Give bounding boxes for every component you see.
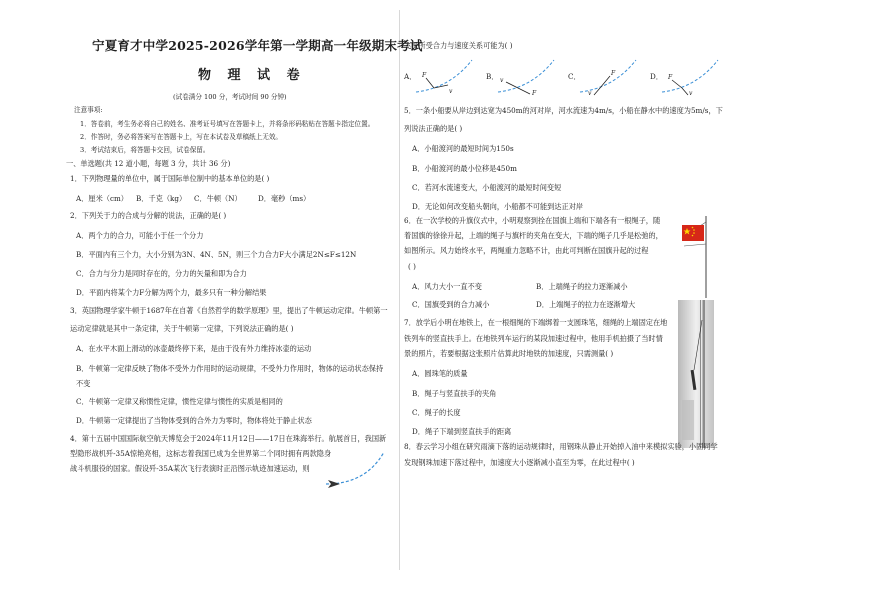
flag-figure	[676, 214, 716, 300]
force-arrow	[426, 78, 434, 88]
option-d: D．无论如何改变船头朝向，小船都不可能到达正对岸	[412, 202, 584, 211]
option-a: A．风力大小一直不变	[412, 282, 482, 291]
option-d: D．绳子下端到竖直扶手的距离	[412, 427, 512, 436]
option-b: B．小船渡河的最小位移是450m	[412, 164, 517, 173]
question-stem: 运动定律就是其中一条定律，关于牛顿第一定律，下列说法正确的是( )	[70, 324, 294, 333]
question-stem: 5．一条小船要从岸边到达宽为450m的河对岸，河水流速为4m/s，小船在静水中的速度为5m/s，下	[404, 106, 723, 115]
option-a-figure	[414, 58, 476, 96]
svg-text:F: F	[422, 72, 427, 79]
option-c: C．若河水流速变大，小船渡河的最短时间变短	[412, 183, 562, 192]
question-stem: 铁列车的竖直扶手上。在地铁列车运行的某段加速过程中，他用手机拍摄了当时情	[404, 334, 663, 343]
jet-trajectory-figure	[318, 448, 390, 492]
option-a: A．圆珠笔的质量	[412, 369, 468, 378]
exam-title: 宁夏育才中学2025-2026学年第一学期高一年级期末考试	[92, 38, 423, 53]
subway-photo	[678, 300, 714, 448]
svg-text:v: v	[500, 77, 504, 84]
question-stem: 6．在一次学校的升旗仪式中，小明观察到拴在国旗上端和下端各有一根绳子，随	[404, 216, 661, 225]
svg-text:v: v	[689, 90, 693, 96]
option-d: D．上端绳子的拉力在逐渐增大	[536, 300, 636, 309]
force-arrow	[600, 76, 610, 88]
option-b: B．千克（kg）	[136, 194, 187, 203]
option-a: A．两个力的合力，可能小于任一个分力	[76, 231, 204, 240]
option-b: B．绳子与竖直扶手的夹角	[412, 389, 497, 398]
question-stem: 如图所示。风力始终水平，两绳重力忽略不计，由此可判断在国旗升起的过程	[404, 246, 649, 255]
trajectory-curve	[326, 452, 384, 484]
question-stem: 型隐形战机歼-35A惊艳亮相，这标志着我国已成为全世界第二个同时拥有两款隐身	[70, 449, 332, 458]
question-stem: 战斗机服役的国家。假设歼-35A某次飞行表演时正沿图示轨迹加速运动，则	[70, 464, 310, 473]
note-item: 3．考试结束后，将答题卡交回，试卷保留。	[80, 146, 210, 154]
question-stem: ( )	[408, 262, 416, 271]
option-b-continued: 不变	[76, 379, 91, 388]
note-item: 2．作答时，务必将答案写在答题卡上，写在本试卷及草稿纸上无效。	[80, 133, 283, 141]
option-a: A．小船渡河的最短时间为150s	[412, 144, 514, 153]
score-info: (试卷满分 100 分，考试时间 90 分钟)	[173, 93, 287, 101]
flag-star-icon	[693, 232, 695, 234]
question-stem: 8．春云学习小组在研究雨滴下落的运动规律时，用钢珠从静止开始掉入油中来模拟实验，小固同学	[404, 442, 718, 451]
option-a-label: A．	[404, 72, 417, 81]
option-d: D．毫秒（ms）	[258, 194, 311, 203]
option-c: C．牛顿（N）	[194, 194, 242, 203]
svg-text:F: F	[611, 70, 616, 77]
svg-text:v: v	[588, 90, 592, 96]
option-b-figure	[496, 58, 558, 96]
notes-heading: 注意事项:	[74, 106, 103, 114]
option-d-figure	[660, 58, 722, 96]
option-c: C．牛顿第一定律又称惯性定律，惯性定律与惯性的实质是相同的	[76, 397, 283, 406]
option-a: A．厘米（cm）	[76, 194, 128, 203]
force-arrow	[518, 88, 530, 94]
question-stem: 列说法正确的是( )	[404, 124, 463, 133]
option-d: D．平面内将某个力F分解为两个力，最多只有一种分解结果	[76, 288, 267, 297]
velocity-arrow	[506, 82, 518, 88]
question-stem: 4．第十五届中国国际航空航天博览会于2024年11月12日——17日在珠海举行。航展首日，我国新	[70, 434, 387, 443]
question-stem: 着国旗的徐徐升起，上端的绳子与旗杆的夹角在变大，下端的绳子几乎是松弛的，	[404, 231, 663, 240]
exam-subtitle: 物 理 试 卷	[198, 68, 306, 83]
flag-star-icon	[692, 235, 694, 237]
option-b: B．牛顿第一定律反映了物体不受外力作用时的运动规律，不受外力作用时，物体的运动状态保持	[76, 364, 384, 373]
note-item: 1．答卷前，考生务必将自己的姓名、准考证号填写在答题卡上，并将条形码粘贴在答题卡指定位置。	[80, 120, 375, 128]
question-stem: 景的照片，若要根据这张照片估算此时地铁的加速度，只需测量( )	[404, 349, 614, 358]
question-stem: 发现钢珠加速下落过程中，加速度大小逐渐减小直至为零，在此过程中( )	[404, 458, 635, 467]
option-d-label: D．	[650, 72, 663, 81]
svg-text:v: v	[449, 88, 453, 95]
option-b-label: B．	[486, 72, 499, 81]
question-stem: 飞机所受合力与速度关系可能为( )	[404, 41, 513, 50]
question-stem: 3．英国物理学家牛顿于1687年在自著《自然哲学的数学原理》里，提出了牛顿运动定律。牛顿第一	[70, 306, 388, 315]
option-b: B．平面内有三个力，大小分别为3N、4N、5N，则三个力合力F大小满足2N≤F≤12N	[76, 250, 357, 259]
lower-rope	[684, 244, 706, 246]
force-arrow	[672, 80, 682, 88]
question-stem: 1．下列物理量的单位中，属于国际单位制中的基本单位的是( )	[70, 174, 270, 183]
option-b: B．上端绳子的拉力逐渐减小	[536, 282, 628, 291]
option-d: D．牛顿第一定律提出了当物体受到的合外力为零时，物体将处于静止状态	[76, 416, 312, 425]
svg-text:F: F	[532, 90, 537, 96]
option-c: C．国旗受到的合力减小	[412, 300, 490, 309]
column-divider	[399, 10, 400, 570]
svg-text:F: F	[668, 74, 673, 81]
flag-star-icon	[693, 229, 695, 231]
section-heading: 一、单选题(共 12 道小题，每题 3 分，共计 36 分)	[66, 159, 231, 168]
option-a: A．在水平木面上滑动的冰壶最终停下来，是由于没有外力维持冰壶的运动	[76, 344, 312, 353]
option-c-label: C．	[568, 72, 581, 81]
option-c-figure	[578, 58, 640, 96]
velocity-arrow	[682, 88, 688, 95]
question-stem: 7．放学后小明在地铁上，在一根细绳的下端绑着一支圆珠笔，细绳的上端固定在地	[404, 318, 668, 327]
option-c: C．合力与分力是同时存在的，分力的矢量和即为合力	[76, 269, 247, 278]
flag-star-icon	[692, 227, 694, 229]
option-c: C．绳子的长度	[412, 408, 461, 417]
jet-icon	[328, 480, 340, 488]
question-stem: 2．下列关于力的合成与分解的说法，正确的是( )	[70, 211, 227, 220]
